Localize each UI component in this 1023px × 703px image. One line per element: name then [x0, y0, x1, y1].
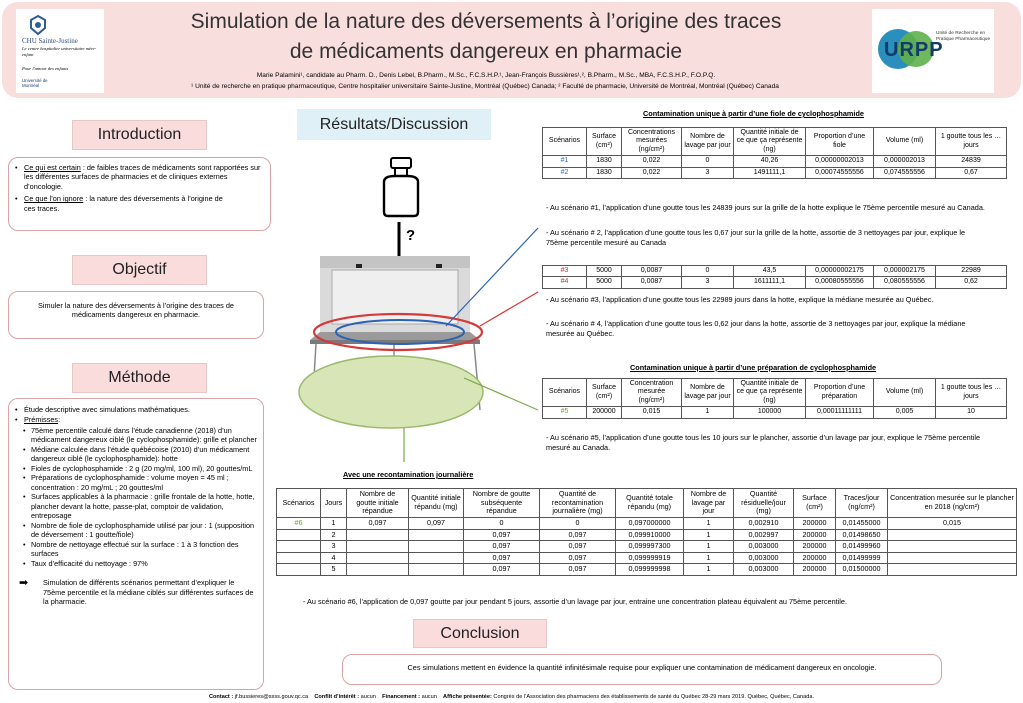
introduction-heading: Introduction [72, 120, 207, 150]
col-header: Proportion d’une fiole [806, 128, 874, 156]
table-row: #5 200000 0,015 1 100000 0,00011111111 0,005 10 [543, 407, 1007, 418]
table3-caption: Contamination unique à partir d’une préparation de cyclophosphamide [630, 363, 877, 372]
col-header: Quantité initiale de ce que ça représente (ng) [734, 128, 806, 156]
red-pointer-line [480, 292, 538, 326]
objectif-text: Simuler la nature des déversements à l’origine des traces de médicaments dangereux en pharmacie. [38, 301, 234, 320]
col-header: Nombre de lavage par jour [682, 128, 734, 156]
table1 [542, 127, 1007, 179]
vial-icon [384, 158, 418, 216]
note-scenario-1: - Au scénario #1, l’application d’une goutte tous les 24839 jours sur la grille de la hotte explique le 75ème percentile mesuré au Canada. [546, 203, 985, 212]
intro-item-unknown: • Ce que l’on ignore : la nature des déversements à l’origine de ces traces. [15, 194, 235, 213]
results-heading: Résultats/Discussion [297, 109, 491, 140]
chu-emblem-icon [28, 14, 48, 36]
logo-university: Université de Montréal [22, 78, 48, 88]
methode-closing: ➡ Simulation de différents scénarios permettant d’expliquer le 75ème percentile et la médiane ciblés sur différentes surfaces de la pharmacie. [19, 577, 254, 607]
methode-premises-label: • Prémisses: [15, 415, 257, 424]
question-mark: ? [406, 227, 416, 244]
col-header: Concentrations mesurées (ng/cm²) [622, 128, 682, 156]
introduction-box [8, 157, 271, 231]
table2 [542, 265, 1007, 289]
table-row: #1 1830 0,022 0 40,26 0,00000002013 0,000002013 24839 [543, 156, 1007, 167]
logo-urpp [872, 9, 994, 93]
objectif-box [8, 291, 264, 339]
col-header: Surface (cm²) [587, 128, 622, 156]
table1-header-row [543, 128, 1007, 156]
premise-item: • Préparations de cyclophosphamide : volume moyen = 45 ml ; concentration : 20 mg/mL ; 20 gouttes/ml [15, 473, 257, 492]
methode-box [8, 398, 264, 690]
col-header: Scénarios [543, 128, 587, 156]
methode-heading: Méthode [72, 363, 207, 393]
premise-item: • Nombre de nettoyage effectué sur la surface : 1 à 3 fonction des surfaces [15, 540, 257, 559]
table-row: 2 0,097 0,097 0,099910000 1 0,002997 200000 0,01498650 [277, 529, 1017, 541]
col-header: Volume (ml) [874, 128, 936, 156]
note-scenario-3: - Au scénario #3, l’application d’une goutte tous les 22989 jours dans la hotte, explique la médiane mesurée au Québec. [546, 295, 934, 304]
green-ellipse-floor [299, 356, 483, 428]
poster-title-line1: Simulation de la nature des déversements à l’origine des traces [190, 10, 782, 33]
conclusion-box [342, 654, 942, 685]
conclusion-text: Ces simulations mettent en évidence la quantité infinitésimale requise pour expliquer une contamination de médicament dangereux en oncologie. [407, 663, 877, 672]
poster-title-line2: de médicaments dangereux en pharmacie [289, 40, 683, 63]
table4 [276, 488, 1017, 576]
urpp-text: Unité de Recherche en Pratique Pharmaceutique [936, 31, 991, 42]
logo-sub: Le centre hospitalier universitaire mère-enfant [22, 46, 97, 57]
logo-name: CHU Sainte-Justine [22, 37, 78, 45]
table4-header-row: Scénarios Jours Nombre de goutte initiale répandue Quantité initiale répandu (mg) Nombre de goutte subséquente répandue Quantité de recontamination journalière (mg) Quantité totale répandu (mg) Nombre de lavage par jour Quantité résiduelle/jour (mg) Surface (cm²) Traces/jour (ng/cm²) Concentration mesurée sur le plancher en 2018 (ng/cm²) [277, 489, 1017, 518]
premise-item: • Médiane calculée dans l’étude québécoise (2010) d’un médicament dangereux ciblé (le cyclophosphamide): hotte [15, 445, 257, 464]
table-row: 5 0,097 0,097 0,099999998 1 0,003000 200000 0,01500000 [277, 564, 1017, 576]
intro-item-certain: • Ce qui est certain : de faibles traces de médicaments sont rapportées sur les différentes surfaces de pharmacies et de cliniques externes d’oncologie. [15, 163, 264, 191]
table-row: 3 0,097 0,097 0,099997300 1 0,003000 200000 0,01499960 [277, 541, 1017, 553]
table-row: #3 5000 0,0087 0 43,5 0,00000002175 0,000002175 22989 [543, 266, 1007, 277]
table-row: #6 1 0,097 0,097 0 0 0,097000000 1 0,002910 200000 0,01455000 0,015 [277, 517, 1017, 529]
urpp-letters: URPP [884, 39, 944, 61]
note-scenario-4: - Au scénario # 4, l’application d’une goutte tous les 0,62 jour dans la hotte, assortie de 3 nettoyages par jour, explique la médiane mesurée au Québec. [546, 319, 966, 338]
table3 [542, 378, 1007, 419]
note-scenario-5: - Au scénario #5, l’application d’une goutte tous les 10 jours sur le plancher, assortie d’un lavage par jour, explique le 75ème percentile mesuré au Canada. [546, 433, 981, 452]
conclusion-heading: Conclusion [413, 619, 547, 648]
logo-chu-sainte-justine [16, 9, 104, 93]
footer: Contact : jf.bussieres@ssss.gouv.qc.ca Conflit d’intérêt : aucun Financement : aucun Affiche présentée: Congrès de l’Association des pharmaciens des établissements de santé du Québec 28-29 mars 2019. Québec, Québec, Canada. [208, 694, 815, 700]
table-row: 4 0,097 0,097 0,099999919 1 0,003000 200000 0,01499999 [277, 552, 1017, 564]
premise-item: • Nombre de fiole de cyclophosphamide utilisé par jour : 1 (supposition de déversement : 1 goutte/fiole) [15, 521, 257, 540]
note-scenario-6: - Au scénario #6, l’application de 0,097 goutte par jour pendant 5 jours, assortie d’un lavage par jour, entraine une concentration plateau équivalent au 75ème percentile. [303, 597, 847, 606]
authors: Marie Palamini¹, candidate au Pharm. D., Denis Lebel, B.Pharm., M.Sc., F.C.S.H.P.¹, Jean-François Bussières¹,², B.Pharm., M.Sc., MBA, F.C.S.H.P., F.O.P.Q. [256, 72, 716, 79]
table1-caption: Contamination unique à partir d’une fiole de cyclophosphamide [643, 109, 864, 118]
logo-tagline: Pour l'amour des enfants [22, 66, 69, 71]
note-scenario-2: - Au scénario # 2, l’application d’une goutte tous les 0,67 jour sur la grille de la hotte, assortie de 3 nettoyages par jour, explique le 75ème percentile mesuré au Canada [546, 228, 966, 247]
premise-item: • 75ème percentile calculé dans l’étude canadienne (2018) d’un médicament dangereux ciblé (le cyclophosphamide): grille et plancher [15, 426, 257, 445]
table3-header-row: Scénarios Surface (cm²) Concentration mesurée (ng/cm²) Nombre de lavage par jour Quantité initiale de ce que ça représente (ng) Proportion d’une préparation Volume (ml) 1 goutte tous les … jours [543, 379, 1007, 407]
arrow-right-icon: ➡ [19, 577, 29, 590]
affiliations: ¹ Unité de recherche en pratique pharmaceutique, Centre hospitalier universitaire Sainte-Justine, Montréal (Québec) Canada; ² Faculté de pharmacie, Université de Montréal, Montréal (Québec) Canada [191, 83, 779, 90]
objectif-heading: Objectif [72, 255, 207, 285]
table-row: #2 1830 0,022 3 1491111,1 0,00074555556 0,074555556 0,67 [543, 167, 1007, 178]
hood-illustration [276, 140, 546, 470]
col-header: 1 goutte tous les … jours [936, 128, 1007, 156]
premise-item: • Taux d’efficacité du nettoyage : 97% [15, 559, 257, 568]
premise-item: • Fioles de cyclophosphamide : 2 g (20 mg/ml, 100 ml), 20 gouttes/mL [15, 464, 257, 473]
table-row: #4 5000 0,0087 3 1611111,1 0,00080555556 0,080555556 0,62 [543, 277, 1007, 288]
premise-item: • Surfaces applicables à la pharmacie : grille frontale de la hotte, hotte, plancher devant la hotte, passe-plat, comptoir de validation, entreposage [15, 492, 257, 520]
methode-line1: • Étude descriptive avec simulations mathématiques. [15, 405, 257, 414]
table4-caption: Avec une recontamination journalière [343, 470, 474, 479]
